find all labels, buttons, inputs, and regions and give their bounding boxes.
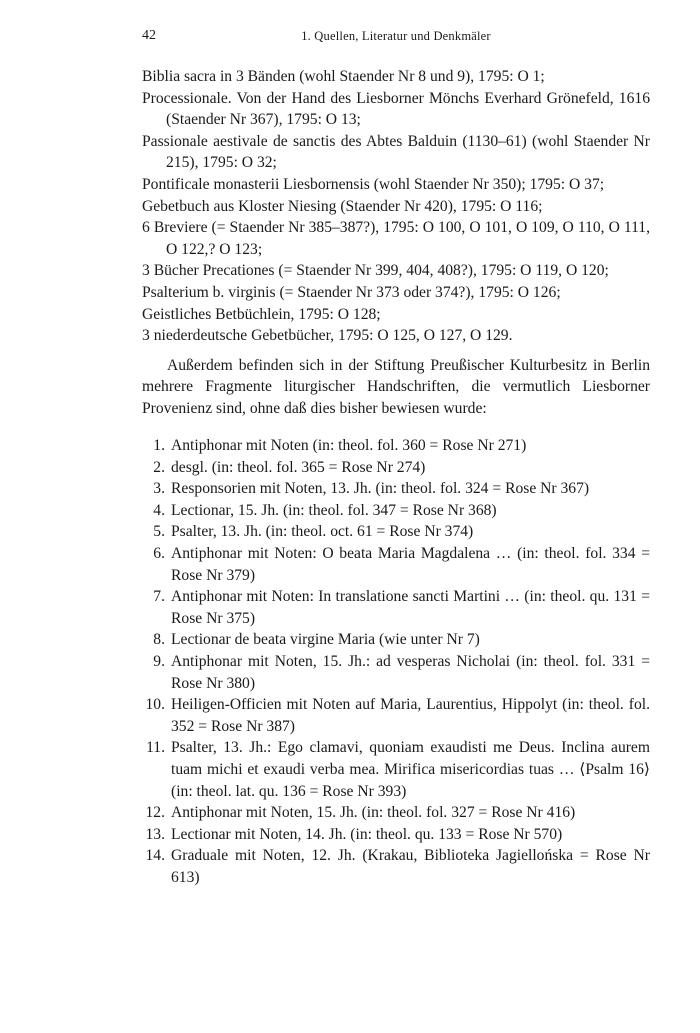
manuscript-entry: Biblia sacra in 3 Bänden (wohl Staender Nr 8 und 9), 1795: O 1; xyxy=(142,68,545,85)
manuscript-entry: 3 Bücher Precationes (= Staender Nr 399, 404, 408?), 1795: O 119, O 120; xyxy=(142,262,609,280)
fragment-item xyxy=(142,802,650,824)
fragment-text: Lectionar de beata virgine Maria (wie unter Nr 7) xyxy=(171,631,480,649)
fragment-item xyxy=(142,845,650,888)
fragment-number: 1. xyxy=(153,437,165,455)
fragment-text: Antiphonar mit Noten: In translatione sancti Martini … (in: theol. qu. 131 = Rose Nr 375) xyxy=(171,588,650,627)
fragment-number: 4. xyxy=(153,501,165,519)
fragment-item xyxy=(142,651,650,694)
manuscript-entry: Psalterium b. virginis (= Staender Nr 373 oder 374?), 1795: O 126; xyxy=(142,283,561,301)
fragment-text: Lectionar, 15. Jh. (in: theol. fol. 347 = Rose Nr 368) xyxy=(171,501,497,519)
fragment-number: 5. xyxy=(153,523,165,541)
fragment-number: 6. xyxy=(153,545,165,563)
manuscript-list xyxy=(142,66,650,347)
fragment-number: 7. xyxy=(153,588,165,606)
body-paragraph: Außerdem befinden sich in der Stiftung Preußischer Kulturbesitz in Berlin mehrere Fragmente liturgischer Handschriften, die vermutlich Liesborner Provenienz sind, ohne daß dies bisher bewiesen wurde: xyxy=(142,356,650,417)
fragment-text: Antiphonar mit Noten (in: theol. fol. 360 = Rose Nr 271) xyxy=(171,437,527,455)
fragment-number: 3. xyxy=(153,480,165,498)
fragment-text: Antiphonar mit Noten, 15. Jh. (in: theol. fol. 327 = Rose Nr 416) xyxy=(171,804,576,822)
fragment-item xyxy=(142,694,650,737)
fragment-text: Antiphonar mit Noten: O beata Maria Magdalena … (in: theol. fol. 334 = Rose Nr 379) xyxy=(171,545,650,584)
fragment-list xyxy=(142,435,650,888)
fragment-text: desgl. (in: theol. fol. 365 = Rose Nr 274) xyxy=(171,458,426,476)
fragment-number: 13. xyxy=(145,825,165,843)
fragment-text: Psalter, 13. Jh. (in: theol. oct. 61 = Rose Nr 374) xyxy=(171,523,474,541)
fragment-item xyxy=(142,478,650,500)
fragment-number: 11. xyxy=(146,739,165,757)
fragment-number: 2. xyxy=(153,458,165,476)
fragment-text: Psalter, 13. Jh.: Ego clamavi, quoniam exaudisti me Deus. Inclina aurem tuam michi et exaudi verba mea. Mirifica misericordias tuas … ⟨Psalm 16⟩ (in: theol. lat. qu. 136 = Rose Nr 393) xyxy=(171,739,650,800)
fragment-number: 9. xyxy=(153,653,165,671)
manuscript-entry: Geistliches Betbüchlein, 1795: O 128; xyxy=(142,305,381,323)
fragment-item xyxy=(142,824,650,846)
fragment-item xyxy=(142,629,650,651)
body-text xyxy=(142,66,650,889)
fragment-item xyxy=(142,457,650,479)
manuscript-entry: Passionale aestivale de sanctis des Abtes Balduin (1130–61) (wohl Staender Nr 215), 1795: O 32; xyxy=(142,132,650,172)
fragment-text: Responsorien mit Noten, 13. Jh. (in: theol. fol. 324 = Rose Nr 367) xyxy=(171,480,590,498)
fragment-item xyxy=(142,521,650,543)
manuscript-entry: 3 niederdeutsche Gebetbücher, 1795: O 125, O 127, O 129. xyxy=(142,327,513,345)
fragment-number: 12. xyxy=(145,804,165,822)
fragment-item xyxy=(142,737,650,802)
manuscript-entry: Processionale. Von der Hand des Liesborner Mönchs Everhard Grönefeld, 1616 (Staender Nr 367), 1795: O 13; xyxy=(142,89,650,129)
fragment-number: 10. xyxy=(145,696,165,714)
fragment-text: Graduale mit Noten, 12. Jh. (Krakau, Biblioteka Jagiellońska = Rose Nr 613) xyxy=(171,847,650,886)
page-header xyxy=(142,28,650,48)
fragment-item xyxy=(142,586,650,629)
fragment-number: 8. xyxy=(153,631,165,649)
fragment-text: Antiphonar mit Noten, 15. Jh.: ad vesperas Nicholai (in: theol. fol. 331 = Rose Nr 380) xyxy=(171,653,650,692)
fragment-item xyxy=(142,500,650,522)
manuscript-entry: 6 Breviere (= Staender Nr 385–387?), 1795: O 100, O 101, O 109, O 110, O 111, O 122,? O 123; xyxy=(142,219,650,258)
fragment-item xyxy=(142,435,650,457)
manuscript-entry: Pontificale monasterii Liesbornensis (wohl Staender Nr 350); 1795: O 37; xyxy=(142,175,605,193)
fragment-number: 14. xyxy=(145,847,165,865)
manuscript-entry: Gebetbuch aus Kloster Niesing (Staender Nr 420), 1795: O 116; xyxy=(142,197,543,215)
running-head: 1. Quellen, Literatur und Denkmäler xyxy=(301,29,491,43)
fragment-text: Lectionar mit Noten, 14. Jh. (in: theol. qu. 133 = Rose Nr 570) xyxy=(171,825,563,843)
fragment-text: Heiligen-Officien mit Noten auf Maria, Laurentius, Hippolyt (in: theol. fol. 352 = Rose Nr 387) xyxy=(171,696,650,735)
page-number: 42 xyxy=(142,28,156,43)
fragment-item xyxy=(142,543,650,586)
